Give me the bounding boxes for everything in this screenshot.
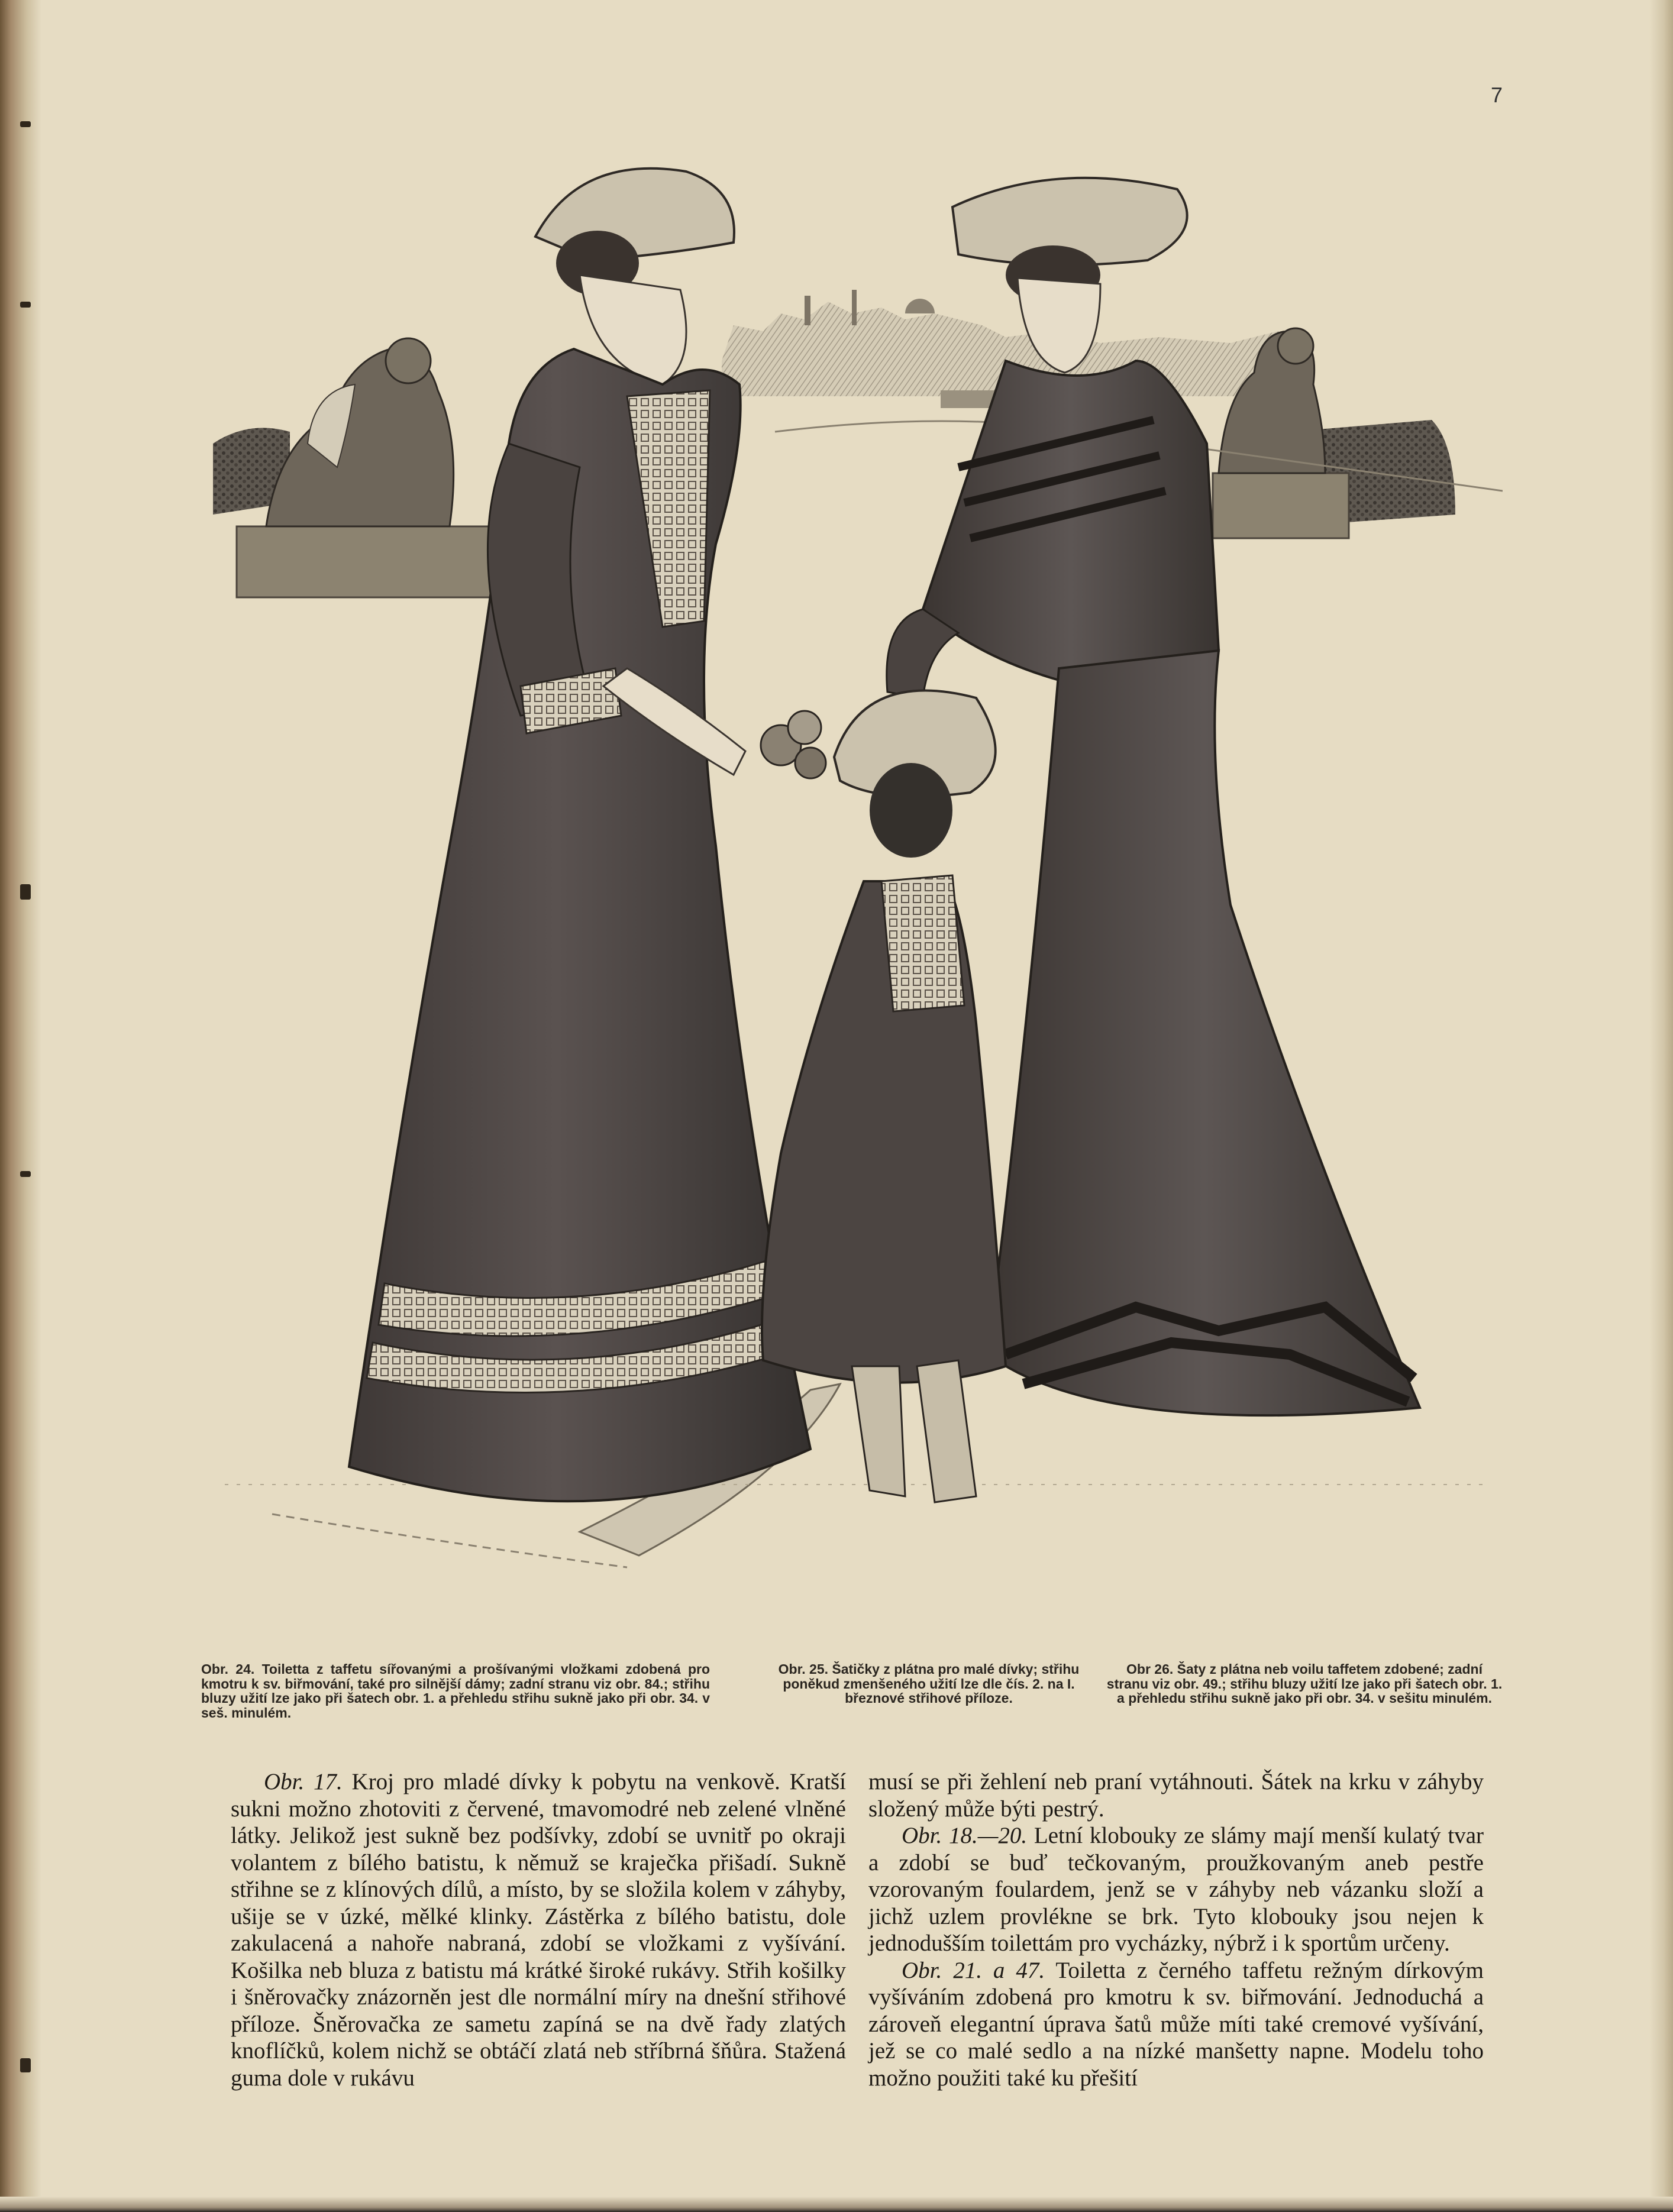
article-paragraph: [868, 1768, 1484, 1822]
paragraph-lead: Obr. 21. a 47.: [902, 1957, 1045, 1983]
article-paragraph: [868, 1822, 1484, 1957]
paragraph-lead: Obr. 18.—20.: [902, 1823, 1028, 1848]
fashion-illustration: [213, 136, 1503, 1626]
article-paragraph: [231, 1768, 846, 2091]
page-binding-shadow: [0, 0, 41, 2212]
article-column-left: [231, 1768, 846, 2091]
page-right-edge: [1649, 0, 1673, 2212]
paragraph-text: Toiletta z černého taffetu režným dírkovým vyšíváním zdobená pro kmotru k sv. biřmování. Jednoduchá a zároveň elegantní úprava šatů může míti také cremové vyšívání, jež se co malé sedlo a na nízké manšetty napne. Modelu toho možno použiti také ku přešití: [868, 1957, 1484, 2091]
caption-figure-26: Obr 26. Šaty z plátna neb voilu taffetem zdobené; zadní stranu viz obr. 49.; střihu bluzy užití lze jako při šatech obr. 1. a přehledu střihu sukně jako při obr. 34. v sešitu minulém.: [1106, 1661, 1503, 1706]
article-column-right: [868, 1768, 1484, 2091]
caption-figure-24: Obr. 24. Toiletta z taffetu sířovanými a prošívanými vložkami zdobená pro kmotru k sv. biřmování, také pro silnější dámy; zadní stranu viz obr. 84.; střihu bluzy užití lze jako při šatech obr. 1. a přehledu střihu sukně jako při obr. 34. v seš. minulém.: [201, 1661, 710, 1721]
page-number: 7: [1490, 83, 1503, 107]
paragraph-text: musí se při žehlení neb praní vytáhnouti. Šátek na krku v záhyby složený může býti pestrý.: [868, 1769, 1484, 1822]
page-bottom-edge: [0, 2197, 1673, 2212]
caption-figure-25: Obr. 25. Šatičky z plátna pro malé dívky; střihu poněkud zmenšeného užití lze dle čís. 2. na I. březnové střihové příloze.: [778, 1661, 1080, 1706]
paragraph-lead: Obr. 17.: [264, 1769, 343, 1794]
figure-captions: [201, 1662, 1503, 1739]
paragraph-text: Kroj pro mladé dívky k pobytu na venkově. Kratší sukni možno zhotoviti z červené, tmavomodré neb zelené vlněné látky. Jelikož jest sukně bez podšívky, zdobí se uvnitř po okraji volantem z bílého batistu, k němuž se kraječka přišadí. Sukně střihne se z klínových dílů, a místo, by se složila kolem v záhyby, ušije se v úzké, mělké klinky. Zástěrka z bílého batistu, dole zakulacená a nahoře nabraná, zdobí se vložkami z vyšívání. Košilka neb bluza z batistu má krátké široké rukávy. Střih košilky i šněrovačky znázorněn jest dle normální míry na dnešní střihové příloze. Šněrovačka ze sametu zapíná se na dvě řady zlatých knoflíčků, kolem nichž se obtáčí zlatá neb stříbrná šňůra. Stažená guma dole v rukávu: [231, 1769, 846, 2091]
paragraph-text: Letní klobouky ze slámy mají menší kulatý tvar a zdobí se buď tečkovaným, proužkovaným aneb pestře vzorovaným foulardem, jenž se v záhyby neb vázanku složí a jichž uzlem provlékne se brk. Tyto klobouky jsou nejen k jednodušším toilettám pro vycházky, nýbrž i k sportům určeny.: [868, 1823, 1484, 1956]
article-paragraph: [868, 1957, 1484, 2092]
